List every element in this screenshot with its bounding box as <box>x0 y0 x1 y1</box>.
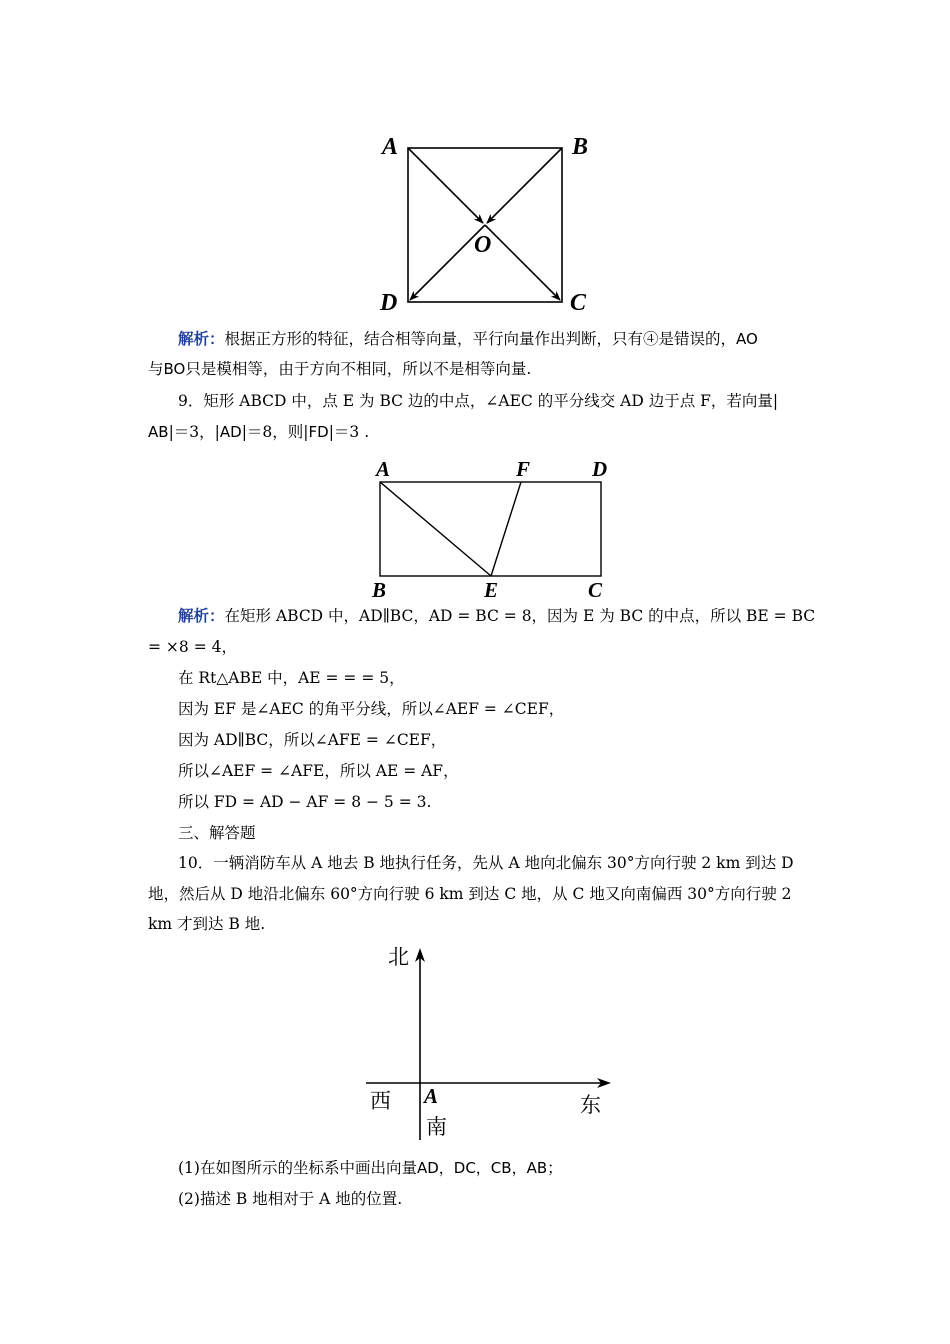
solution9-line1 <box>178 605 816 627</box>
solution9-keyword: 解析： <box>178 606 225 625</box>
solution8-line1 <box>178 328 808 350</box>
label-origin-a: A <box>424 1084 439 1108</box>
rectangle-outline <box>380 482 601 576</box>
vector-fd-label: FD <box>308 423 329 441</box>
section-heading: 三、解答题 <box>178 824 256 842</box>
label-b2: B <box>372 578 387 602</box>
square-diagram <box>370 128 610 318</box>
solution9-line3: 在 Rt△ABE 中，AE = = = 5， <box>178 669 405 687</box>
label-west: 西 <box>370 1089 391 1113</box>
question10-line3: km 才到达 B 地. <box>148 915 266 933</box>
rectangle-diagram <box>362 455 632 603</box>
label-a2: A <box>376 457 391 481</box>
solution9-line7: 所以 FD = AD − AF = 8 − 5 = 3. <box>178 793 432 811</box>
label-c2: C <box>588 578 603 602</box>
label-o: O <box>474 232 492 258</box>
vector-ab-label: AB <box>148 423 169 441</box>
q9-text-b: |＝3，| <box>168 423 220 441</box>
solution8-keyword: 解析： <box>178 329 225 348</box>
solution9-line6: 所以∠AEF = ∠AFE，所以 AE = AF， <box>178 762 459 780</box>
question10-line1: 10．一辆消防车从 A 地去 B 地执行任务，先从 A 地向北偏东 30°方向行驶 2 km 到达 D <box>178 854 794 872</box>
question10-part2: (2)描述 B 地相对于 A 地的位置. <box>178 1190 403 1208</box>
vector-bo <box>487 148 562 223</box>
label-a: A <box>382 134 399 160</box>
segment-ef <box>491 482 521 576</box>
solution8-text1: 根据正方形的特征，结合相等向量，平行向量作出判断，只有④是错误的， <box>224 330 737 348</box>
vector-ao-label: AO <box>736 330 758 348</box>
solution9-line2: = ×8 = 4， <box>148 638 237 656</box>
compass-axes-diagram <box>360 942 620 1148</box>
segment-ae <box>380 482 491 576</box>
question9-line1: 9．矩形 ABCD 中，点 E 为 BC 边的中点，∠AEC 的平分线交 AD 边于点 F，若向量| <box>178 392 779 410</box>
label-f2: F <box>516 457 531 481</box>
label-e2: E <box>484 578 499 602</box>
solution8-text2b: 只是模相等，由于方向不相同，所以不是相等向量. <box>185 360 532 378</box>
q9-text-d: |＝8，则| <box>241 423 309 441</box>
label-south: 南 <box>426 1115 447 1139</box>
q9-text-f: |＝3 . <box>328 423 370 441</box>
solution8-line2 <box>148 358 808 380</box>
question10-part1 <box>178 1157 808 1179</box>
vector-oc <box>485 225 560 300</box>
label-east: 东 <box>580 1093 601 1117</box>
label-north: 北 <box>388 945 409 969</box>
label-d: D <box>380 290 398 316</box>
label-d2: D <box>592 457 608 481</box>
solution9-text1: 在矩形 ABCD 中，AD∥BC，AD = BC = 8，因为 E 为 BC 的中点，所以 BE = BC <box>224 607 816 625</box>
solution9-line4: 因为 EF 是∠AEC 的角平分线，所以∠AEF = ∠CEF， <box>178 700 565 718</box>
part1-vectors: AD，DC，CB，AB <box>416 1159 548 1177</box>
question9-line2 <box>148 421 808 443</box>
vector-ad-label: AD <box>219 423 242 441</box>
part1-prefix: (1)在如图所示的坐标系中画出向量 <box>178 1159 417 1177</box>
question10-line2: 地，然后从 D 地沿北偏东 60°方向行驶 6 km 到达 C 地，从 C 地又向南偏西 30°方向行驶 2 <box>148 885 792 903</box>
label-c: C <box>570 290 587 316</box>
vector-ao <box>408 148 483 223</box>
vector-bo-label: BO <box>163 360 186 378</box>
solution9-line5: 因为 AD∥BC，所以∠AFE = ∠CEF， <box>178 731 447 749</box>
solution8-text2a: 与 <box>148 360 164 378</box>
part1-suffix: ； <box>547 1159 563 1177</box>
label-b: B <box>572 134 589 160</box>
